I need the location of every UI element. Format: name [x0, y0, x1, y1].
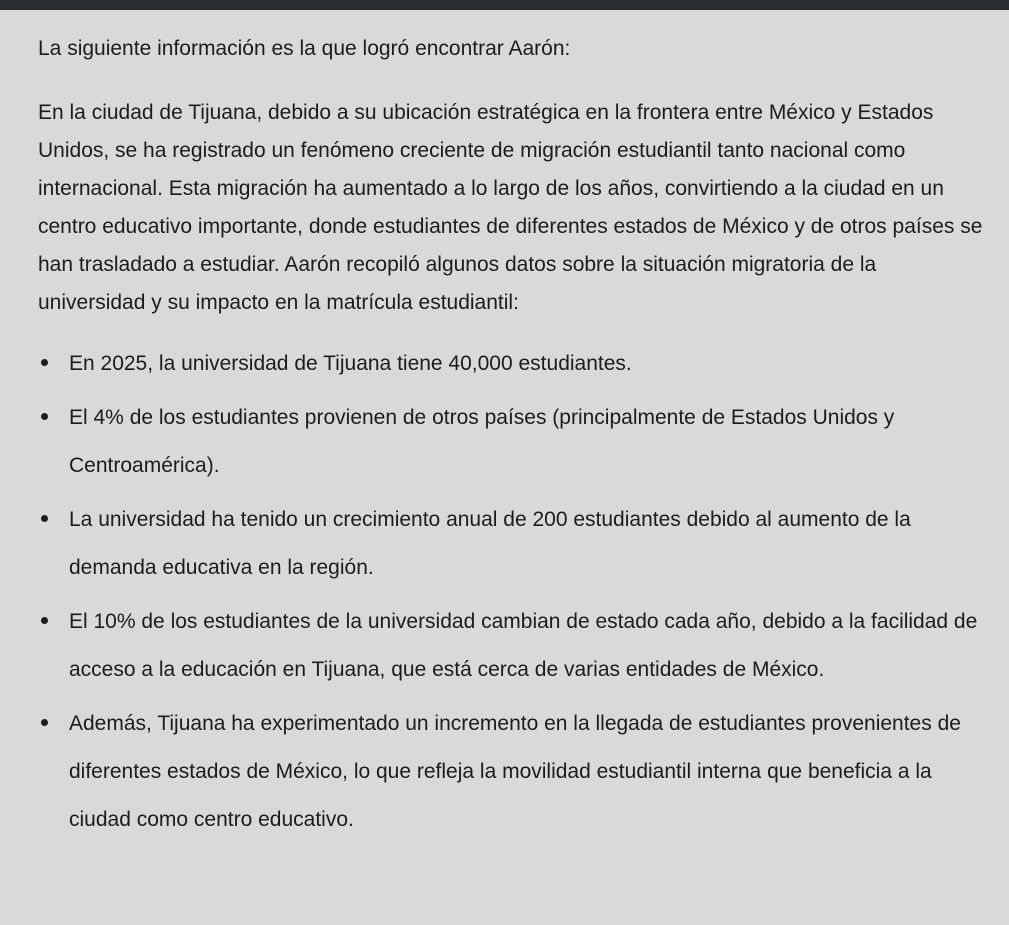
list-item-text: En 2025, la universidad de Tijuana tiene 40,000 estudiantes.: [69, 352, 632, 375]
document-content: [38, 34, 988, 850]
screen-bezel: [0, 0, 1009, 10]
list-item: [38, 340, 988, 388]
intro-paragraph: En la ciudad de Tijuana, debido a su ubicación estratégica en la frontera entre México y Estados Unidos, se ha registrado un fenómeno creciente de migración estudiantil tanto nacional como internacional. Esta migración ha aumentado a lo largo de los años, convirtiendo a la ciudad en un centro educativo importante, donde estudiantes de diferentes estados de México y de otros países se han trasladado a estudiar. Aarón recopiló algunos datos sobre la situación migratoria de la universidad y su impacto en la matrícula estudiantil:: [38, 101, 983, 314]
bullet-icon: [41, 413, 48, 420]
list-item-text: El 4% de los estudiantes provienen de otros países (principalmente de Estados Unidos y Centroamérica).: [69, 406, 895, 477]
list-item-text: La universidad ha tenido un crecimiento anual de 200 estudiantes debido al aumento de la demanda educativa en la región.: [69, 508, 911, 579]
list-item: [38, 496, 988, 592]
list-item: [38, 700, 988, 844]
list-item: [38, 394, 988, 490]
list-item-text: Además, Tijuana ha experimentado un incremento en la llegada de estudiantes provenientes de diferentes estados de México, lo que refleja la movilidad estudiantil interna que beneficia a la ciudad como centro educativo.: [69, 712, 961, 831]
bullet-icon: [41, 359, 48, 366]
list-item: [38, 598, 988, 694]
list-item-text: El 10% de los estudiantes de la universidad cambian de estado cada año, debido a la facilidad de acceso a la educación en Tijuana, que está cerca de varias entidades de México.: [69, 610, 978, 681]
bullet-icon: [41, 719, 48, 726]
bullet-icon: [41, 515, 48, 522]
facts-list: [38, 340, 988, 844]
intro-heading: La siguiente información es la que logró encontrar Aarón:: [38, 37, 571, 60]
bullet-icon: [41, 617, 48, 624]
